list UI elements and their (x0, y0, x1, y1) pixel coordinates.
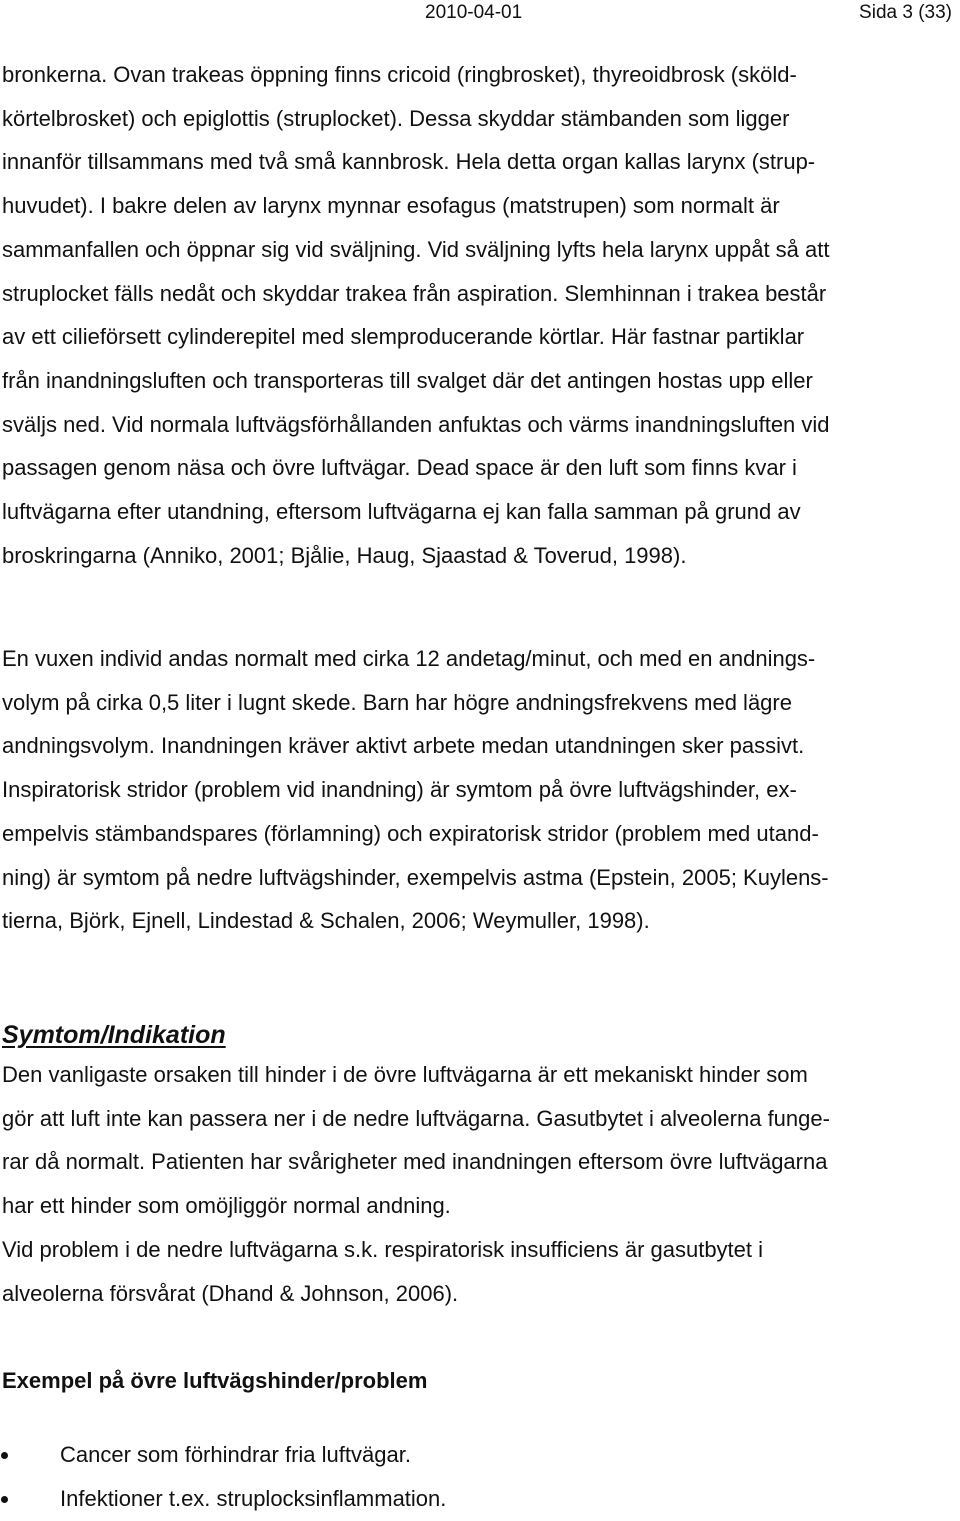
text-line: sammanfallen och öppnar sig vid sväljning. Vid sväljning lyfts hela larynx uppåt så att (2, 236, 830, 262)
paragraph-insufficiency (2, 1228, 960, 1315)
list-item (0, 1477, 446, 1521)
text-line: passagen genom näsa och övre luftvägar. Dead space är den luft som finns kvar i (2, 455, 797, 481)
text-line: av ett cilieförsett cylinderepitel med slemproducerande körtlar. Här fastnar partiklar (2, 324, 805, 350)
text-line: gör att luft inte kan passera ner i de nedre luftvägarna. Gasutbytet i alveolerna funge- (2, 1105, 830, 1131)
paragraph-obstruction (2, 1053, 960, 1228)
text-line: volym på cirka 0,5 liter i lugnt skede. Barn har högre andningsfrekvens med lägre (2, 689, 792, 715)
page-number: Sida 3 (33) (859, 2, 952, 23)
text-line: innanför tillsammans med två små kannbrosk. Hela detta organ kallas larynx (strup- (2, 149, 816, 175)
text-line: har ett hinder som omöjliggör normal andning. (2, 1193, 451, 1219)
text-line: rar då normalt. Patienten har svårigheter med inandningen eftersom övre luftvägarna (2, 1149, 828, 1175)
text-line: empelvis stämbandspares (förlamning) och expiratorisk stridor (problem med utand- (2, 820, 819, 846)
text-line: från inandningsluften och transporteras till svalget där det antingen hostas upp eller (2, 367, 813, 393)
list-item-text: Infektioner t.ex. struplocksinflammation. (60, 1486, 447, 1511)
text-line: En vuxen individ andas normalt med cirka 12 andetag/minut, och med en andnings- (2, 646, 816, 671)
list-item (0, 1433, 446, 1477)
text-line: andningsvolym. Inandningen kräver aktivt arbete medan utandningen sker passivt. (2, 733, 805, 759)
text-line: luftvägarna efter utandning, eftersom luftvägarna ej kan falla samman på grund av (2, 499, 801, 525)
bullet-icon (1, 1452, 8, 1459)
text-line: Inspiratorisk stridor (problem vid inandning) är symtom på övre luftvägshinder, ex- (2, 777, 797, 803)
text-line: tierna, Björk, Ejnell, Lindestad & Schalen, 2006; Weymuller, 1998). (2, 908, 650, 934)
bullet-list (0, 1433, 446, 1521)
text-line: Den vanligaste orsaken till hinder i de övre luftvägarna är ett mekaniskt hinder som (2, 1062, 808, 1087)
text-line: alveolerna försvårat (Dhand & Johnson, 2006). (2, 1280, 459, 1306)
text-line: körtelbrosket) och epiglottis (struplocket). Dessa skyddar stämbanden som ligger (2, 105, 790, 131)
text-line: bronkerna. Ovan trakeas öppning finns cricoid (ringbrosket), thyreoidbrosk (sköld- (2, 62, 797, 87)
paragraph-larynx (2, 53, 960, 577)
list-item-text: Cancer som förhindrar fria luftvägar. (60, 1442, 411, 1467)
text-line: broskringarna (Anniko, 2001; Bjålie, Haug, Sjaastad & Toverud, 1998). (2, 542, 687, 568)
section-heading: Symtom/Indikation (2, 1021, 226, 1049)
header-date: 2010-04-01 (425, 2, 523, 23)
text-line: huvudet). I bakre delen av larynx mynnar esofagus (matstrupen) som normalt är (2, 193, 780, 219)
text-line: sväljs ned. Vid normala luftvägsförhållanden anfuktas och värms inandningsluften vid (2, 411, 830, 437)
subheading: Exempel på övre luftvägshinder/problem (2, 1368, 428, 1393)
text-line: struplocket fälls nedåt och skyddar trakea från aspiration. Slemhinnan i trakea består (2, 280, 827, 306)
bullet-icon (1, 1496, 8, 1503)
text-line: ning) är symtom på nedre luftvägshinder, exempelvis astma (Epstein, 2005; Kuylens- (2, 864, 829, 890)
text-line: Vid problem i de nedre luftvägarna s.k. respiratorisk insufficiens är gasutbytet i (2, 1237, 764, 1262)
paragraph-breathing (2, 637, 960, 943)
